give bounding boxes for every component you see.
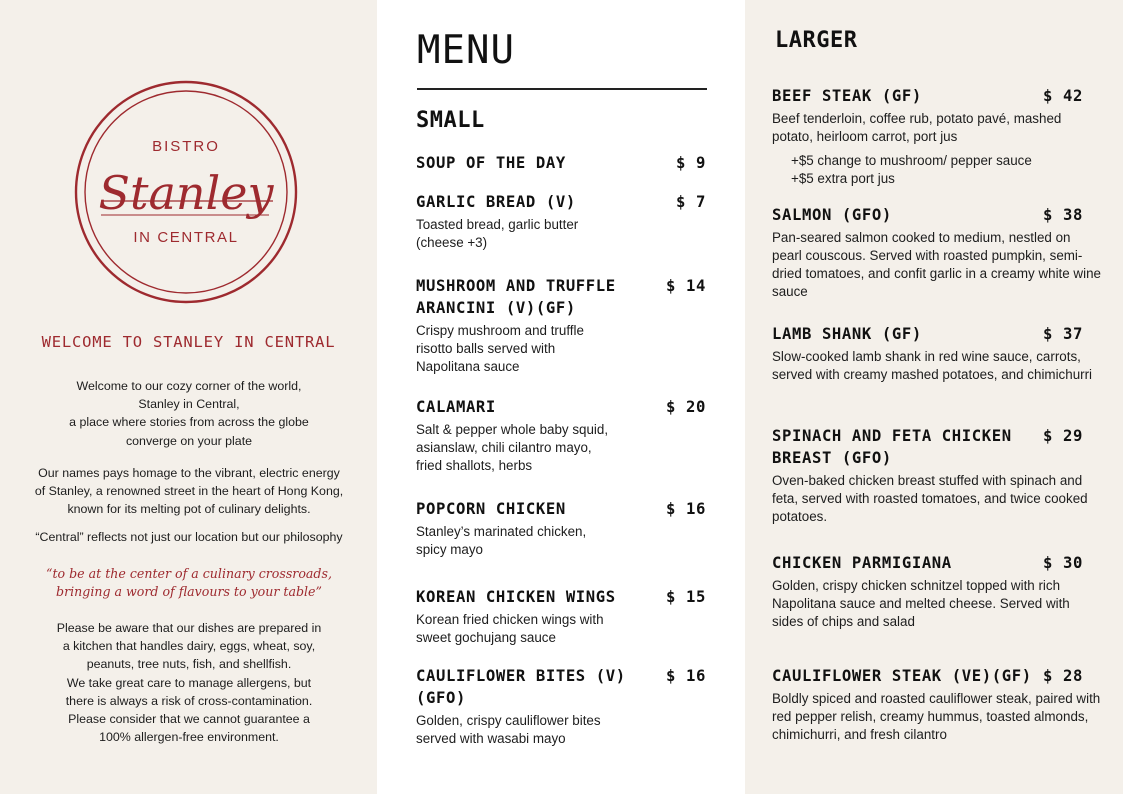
- item-description: Beef tenderloin, coffee rub, potato pavé, mashed potato, heirloom carrot, port jus: [772, 111, 1062, 145]
- menu-item: [772, 204, 1102, 301]
- text-line: a kitchen that handles dairy, eggs, wheat, soy,: [62, 639, 316, 654]
- addon-line: +$5 change to mushroom/ pepper sauce: [791, 153, 1032, 169]
- text-line: 100% allergen-free environment.: [99, 730, 279, 745]
- item-description: Salt & pepper whole baby squid, asianslaw, chili cilantro mayo, fried shallots, herbs: [416, 422, 609, 474]
- item-price: $ 16: [666, 667, 706, 685]
- menu-item: [416, 275, 710, 376]
- text-line: Stanley in Central,: [138, 397, 240, 412]
- menu-item: [416, 586, 710, 647]
- item-description: Boldly spiced and roasted cauliflower steak, paired with red pepper relish, creamy hummus, toasted almonds, chimichurri, and fresh cilantro: [772, 691, 1101, 743]
- item-name: BEEF STEAK (GF): [772, 87, 922, 105]
- philosophy-quote: [14, 565, 364, 601]
- text-line: of Stanley, a renowned street in the heart of Hong Kong,: [34, 484, 344, 499]
- item-name: CHICKEN PARMIGIANA: [772, 554, 952, 572]
- text-line: Welcome to our cozy corner of the world,: [76, 379, 302, 393]
- item-price: $ 38: [1043, 206, 1083, 224]
- logo-top-word: BISTRO: [152, 138, 220, 155]
- item-price: $ 20: [666, 398, 706, 416]
- item-price: $ 14: [666, 277, 706, 295]
- menu-item: [772, 552, 1102, 631]
- item-name: POPCORN CHICKEN: [416, 500, 566, 518]
- item-name: SPINACH AND FETA CHICKEN BREAST (GFO): [772, 427, 1012, 467]
- text-line: Our names pays homage to the vibrant, electric energy: [38, 466, 340, 480]
- welcome-title: WELCOME TO STANLEY IN CENTRAL: [41, 333, 336, 351]
- item-description: Stanley’s marinated chicken, spicy mayo: [416, 524, 587, 558]
- item-price: $ 30: [1043, 554, 1083, 572]
- item-description: Pan-seared salmon cooked to medium, nestled on pearl couscous. Served with roasted pumpkin, semi-dried tomatoes, and confit garlic in a creamy white wine sauce: [772, 230, 1101, 300]
- item-price: $ 42: [1043, 87, 1083, 105]
- item-price: $ 28: [1043, 667, 1083, 685]
- section-title-larger: LARGER: [775, 28, 858, 53]
- text-line: peanuts, tree nuts, fish, and shellfish.: [86, 657, 292, 672]
- logo-bottom-word: IN CENTRAL: [133, 229, 239, 246]
- item-name: SALMON (GFO): [772, 206, 892, 224]
- allergen-notice: [14, 619, 364, 746]
- text-line: “Central” reflects not just our location but our philosophy: [35, 530, 343, 544]
- item-name: CAULIFLOWER STEAK (VE)(GF): [772, 667, 1032, 685]
- menu-item: [772, 323, 1102, 384]
- item-description: Slow-cooked lamb shank in red wine sauce, carrots, served with creamy mashed potatoes, and chimichurri: [772, 349, 1093, 383]
- item-description: Toasted bread, garlic butter (cheese +3): [416, 217, 579, 251]
- text-line: known for its melting pot of culinary delights.: [67, 502, 311, 517]
- text-line: a place where stories from across the globe: [69, 415, 309, 430]
- menu-title: MENU: [417, 28, 515, 73]
- item-price: $ 37: [1043, 325, 1083, 343]
- menu-item: [416, 191, 710, 252]
- welcome-paragraph-3: [14, 528, 364, 546]
- text-line: Please be aware that our dishes are prepared in: [56, 621, 322, 635]
- item-name: GARLIC BREAD (V): [416, 193, 576, 211]
- item-name: CAULIFLOWER BITES (V)(GFO): [416, 667, 626, 707]
- item-description: Oven-baked chicken breast stuffed with spinach and feta, served with roasted tomatoes, and twice cooked potatoes.: [772, 473, 1088, 525]
- item-description: Crispy mushroom and truffle risotto balls served with Napolitana sauce: [416, 323, 584, 375]
- text-line: converge on your plate: [125, 433, 253, 448]
- item-price: $ 29: [1043, 427, 1083, 445]
- item-description: Golden, crispy chicken schnitzel topped with rich Napolitana sauce and melted cheese. Served with sides of chips and salad: [772, 578, 1070, 630]
- item-name: CALAMARI: [416, 398, 496, 416]
- menu-divider: [417, 88, 707, 90]
- menu-item: [416, 498, 710, 559]
- item-name: LAMB SHANK (GF): [772, 325, 922, 343]
- item-price: $ 16: [666, 500, 706, 518]
- menu-item: [416, 152, 710, 174]
- logo-script-word: Stanley: [98, 166, 274, 220]
- bistro-stanley-logo: [73, 79, 299, 305]
- text-line: Please consider that we cannot guarantee a: [68, 712, 310, 727]
- menu-item: [772, 665, 1102, 744]
- welcome-paragraph-1: [14, 377, 364, 450]
- section-title-small: SMALL: [416, 108, 485, 133]
- item-addons: [791, 152, 1102, 188]
- menu-item: [772, 425, 1102, 526]
- logo-seal: [73, 79, 299, 305]
- item-name: MUSHROOM AND TRUFFLE ARANCINI (V)(GF): [416, 277, 616, 317]
- welcome-paragraph-2: [14, 464, 364, 519]
- quote-line: bringing a word of flavours to your table”: [56, 584, 322, 599]
- item-name: KOREAN CHICKEN WINGS: [416, 588, 616, 606]
- addon-line: +$5 extra port jus: [791, 171, 895, 187]
- menu-item: [416, 665, 710, 748]
- menu-item: [772, 85, 1102, 188]
- item-price: $ 9: [676, 154, 706, 172]
- text-line: We take great care to manage allergens, but: [66, 675, 312, 690]
- text-line: there is always a risk of cross-contamination.: [65, 693, 313, 708]
- menu-item: [416, 396, 710, 475]
- item-description: Golden, crispy cauliflower bites served with wasabi mayo: [416, 713, 601, 747]
- item-price: $ 15: [666, 588, 706, 606]
- item-description: Korean fried chicken wings with sweet gochujang sauce: [416, 612, 604, 646]
- item-price: $ 7: [676, 193, 706, 211]
- item-name: SOUP OF THE DAY: [416, 154, 566, 172]
- quote-line: “to be at the center of a culinary crossroads,: [46, 566, 332, 581]
